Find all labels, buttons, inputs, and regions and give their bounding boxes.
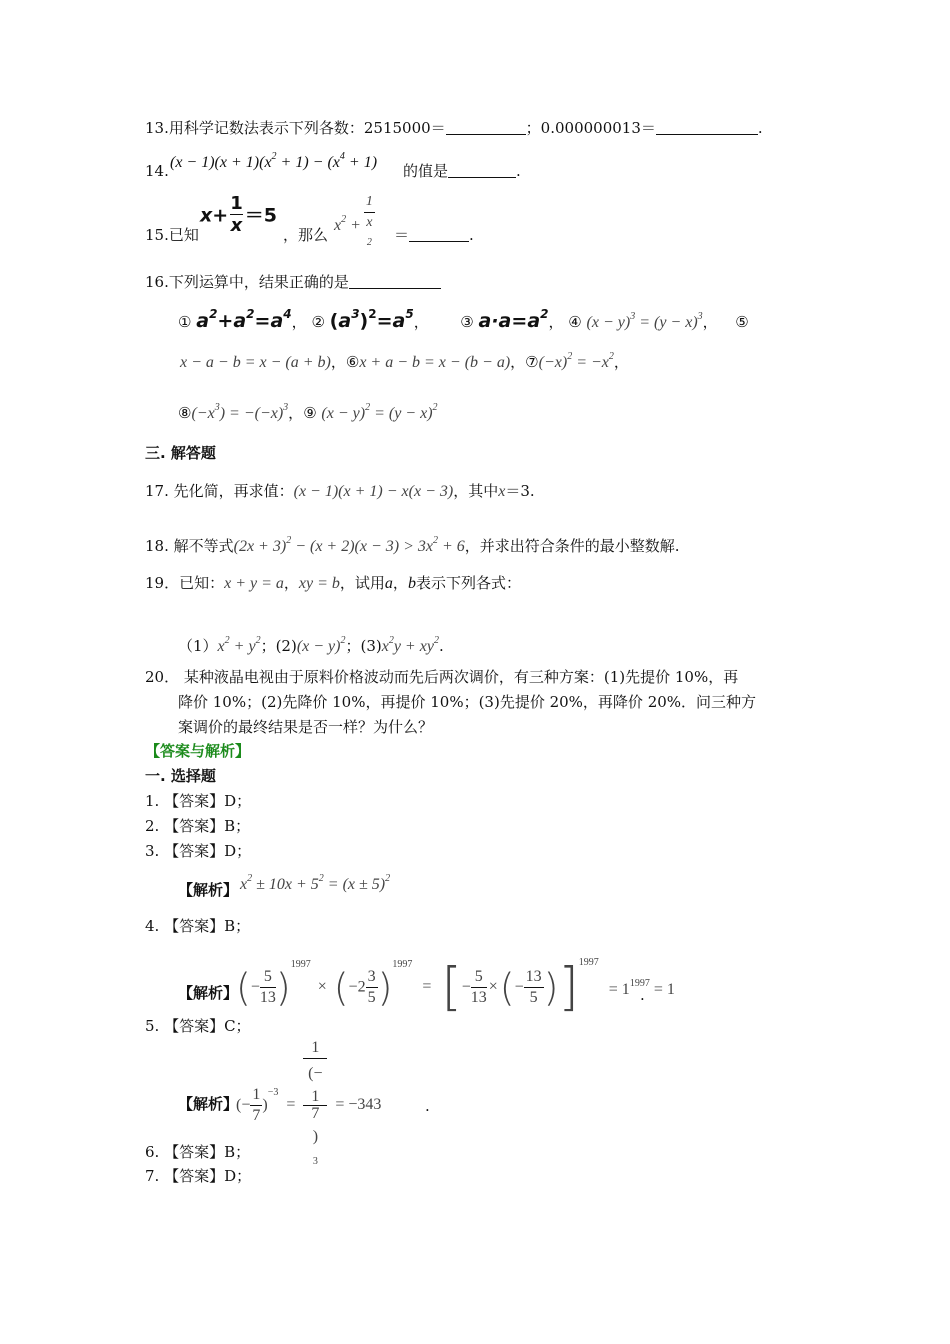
period: . [425, 1097, 430, 1115]
q16-options-row3: $⑧(-x^3) = -(-x)^3$，⑨ $(x - y)^2 = (y - x)^2$ [178, 402, 438, 422]
question-19: 19．已知：x + y = a，xy = b，试用a，b表示下列各式： [145, 574, 521, 592]
answer-3: 3. 【答案】D； [145, 842, 252, 860]
analysis-3-formula: $x^2 \pm 10x + 5^2 = (x \pm 5)^2$ [240, 873, 391, 893]
answer-5: 5. 【答案】C； [145, 1017, 251, 1035]
answer-blank [409, 225, 469, 242]
answer-blank [446, 118, 526, 135]
answer-6: 6. 【答案】B； [145, 1143, 251, 1161]
answer-7: 7. 【答案】D； [145, 1167, 252, 1185]
question-19-parts: $(1)x^2 + y^2$；$(2)(x - y)^2$；$(3)x^2y + xy^2$. [178, 635, 444, 655]
question-16: 16.下列运算中，结果正确的是 [145, 271, 441, 293]
question-13: 13.用科学记数法表示下列各数：2515000＝ ；0.000000013＝ . [145, 119, 763, 137]
analysis-label: 【解析】 [178, 881, 239, 899]
question-20-line2: 降价 10%；(2)先降价 10%，再提价 10%；(3)先提价 20%，再降价 20%．问三种方 [178, 693, 757, 711]
q15-condition: x+ $\frac{1}{x}$ ＝5 [200, 193, 277, 236]
q15-tail: ＝ . [394, 226, 474, 244]
q15-target: $x^2$ + 1 x 2 [334, 194, 373, 248]
analysis-4-formula: (− $\frac{5}{13}$ )$^{1997}$ × (−2 $\frac{3}{5}$ )$^{1997}$ = [− $\frac{5}{13}$ ×(− $\frac{13}{5}$ )]$^{1997} = 1^{1997} = 1$ [236, 957, 675, 1018]
answer-blank [349, 272, 441, 289]
analysis-label: 【解析】 [178, 1095, 239, 1113]
answer-4: 4. 【答案】B； [145, 917, 251, 935]
question-20-line1: 20． 某种液晶电视由于原料价格波动而先后两次调价，有三种方案：(1)先提价 10%，再 [145, 668, 739, 686]
q15-mid: ，那么 [283, 226, 329, 244]
q14-tail: 的值是 . [403, 162, 521, 180]
period: . [640, 986, 645, 1004]
q16-options-row1: ① $a^2+a^2=a^4$， ② $(a^3)^2=a^5$， ③ $a\cdot a=a^2$， ④ $(x - y)^3 = (y - x)^3$， ⑤ [178, 307, 749, 332]
q16-options-row2: x − a − b = x − (a + b)，⑥x + a − b = x − (b − a)，$⑦(-x)^2 = -x^2$， [180, 351, 629, 371]
answer-blank [448, 161, 516, 178]
analysis-label: 【解析】 [178, 984, 239, 1002]
section-title: 三. 解答题 [145, 444, 216, 462]
question-14: 14. [145, 162, 169, 180]
answers-title: 【答案与解析】 [145, 742, 251, 760]
question-15: 15.已知 [145, 226, 199, 244]
answer-blank [656, 118, 758, 135]
answer-1: 1. 【答案】D； [145, 792, 252, 810]
answers-section-1: 一. 选择题 [145, 767, 216, 785]
q14-expression: $(x - 1)(x + 1)(x^2 + 1) - (x^4 + 1)$ [170, 151, 378, 171]
answer-2: 2. 【答案】B； [145, 817, 251, 835]
question-17: 17. 先化简，再求值：(x − 1)(x + 1) − x(x − 3)，其中x＝3. [145, 482, 535, 500]
question-20-line3: 案调价的最终结果是否一样？为什么？ [178, 718, 434, 736]
analysis-5-formula: (− $\frac{1}{7}$ )$^{-3}$ = 1 (− 1 7 ) 3 = −343 [236, 1039, 382, 1167]
question-18: 18. 解不等式$(2x + 3)^2 - (x + 2)(x - 3) > 3x^2 + 6$，并求出符合条件的最小整数解. [145, 535, 680, 555]
